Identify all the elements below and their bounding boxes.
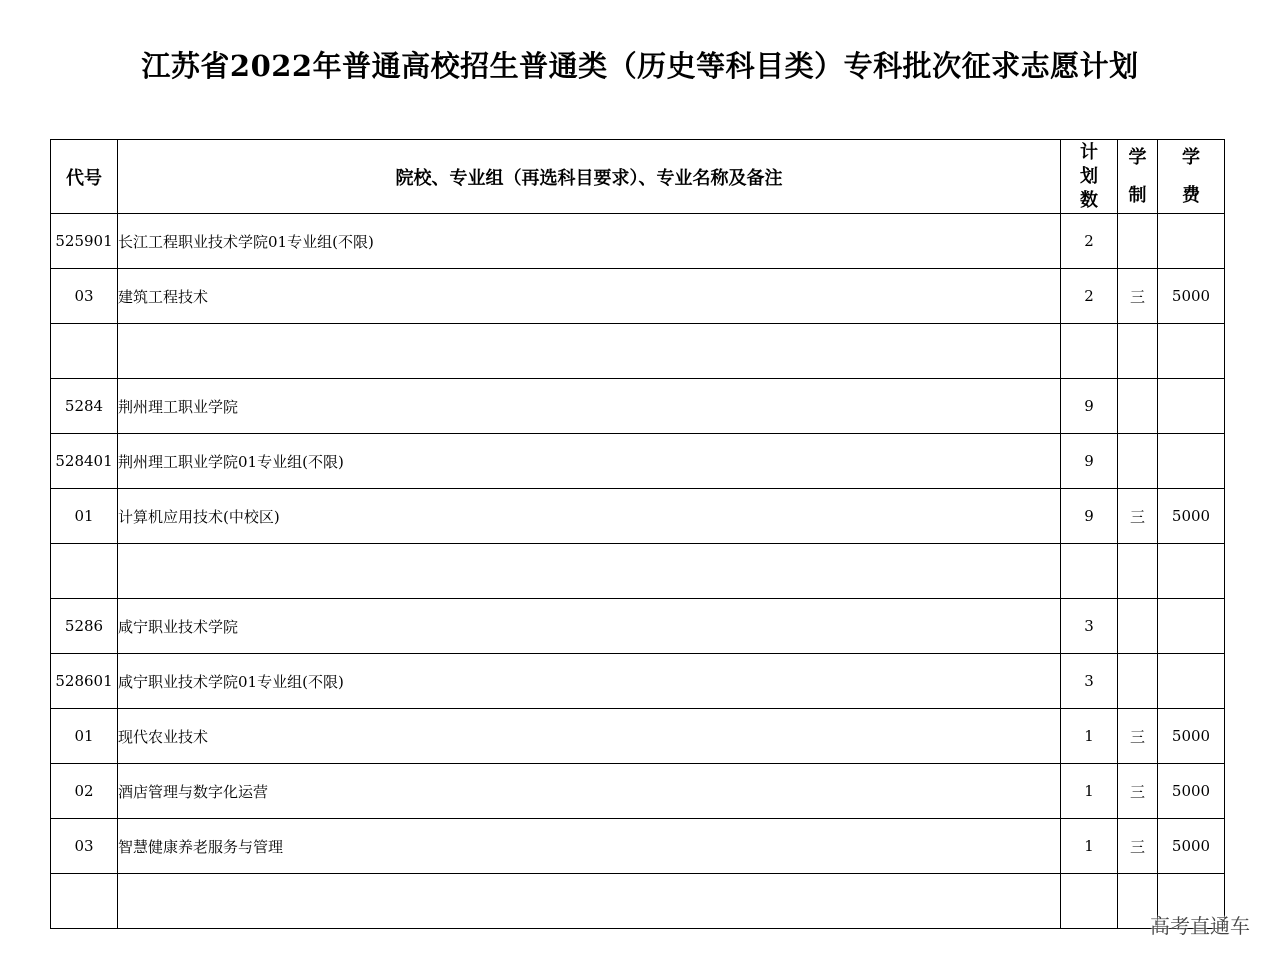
header-code: 代号 [51,140,118,214]
enrollment-plan-table [50,139,1225,929]
table-row [51,489,1225,544]
cell-code: 01 [51,489,118,544]
table-row [51,269,1225,324]
cell-name [118,874,1061,929]
table-row [51,599,1225,654]
cell-code [51,544,118,599]
cell-plan-count: 3 [1061,654,1118,709]
cell-fee [1158,544,1225,599]
cell-duration [1118,324,1158,379]
cell-name: 酒店管理与数字化运营 [118,764,1061,819]
cell-plan-count: 2 [1061,214,1118,269]
cell-code: 528401 [51,434,118,489]
cell-fee [1158,324,1225,379]
cell-name: 荆州理工职业学院 [118,379,1061,434]
cell-fee: 5000 [1158,489,1225,544]
table-row [51,544,1225,599]
cell-plan-count [1061,874,1118,929]
cell-duration [1118,214,1158,269]
cell-name [118,324,1061,379]
cell-plan-count [1061,544,1118,599]
cell-duration: 三 [1118,269,1158,324]
cell-name: 长江工程职业技术学院01专业组(不限) [118,214,1061,269]
cell-duration [1118,599,1158,654]
cell-duration: 三 [1118,819,1158,874]
page-title: 江苏省2022年普通高校招生普通类（历史等科目类）专科批次征求志愿计划 [141,49,1139,83]
cell-fee: 5000 [1158,764,1225,819]
cell-name: 计算机应用技术(中校区) [118,489,1061,544]
cell-fee [1158,379,1225,434]
table-row [51,214,1225,269]
header-fee: 学 费 [1158,140,1225,214]
cell-fee: 5000 [1158,269,1225,324]
cell-plan-count: 1 [1061,709,1118,764]
cell-fee [1158,599,1225,654]
cell-code: 03 [51,819,118,874]
cell-code: 525901 [51,214,118,269]
cell-fee [1158,214,1225,269]
cell-fee: 5000 [1158,819,1225,874]
cell-name: 建筑工程技术 [118,269,1061,324]
cell-code: 528601 [51,654,118,709]
header-plan-count: 计 划 数 [1061,140,1118,214]
table-row [51,764,1225,819]
cell-duration: 三 [1118,489,1158,544]
cell-plan-count: 9 [1061,379,1118,434]
cell-plan-count: 9 [1061,489,1118,544]
table-row [51,709,1225,764]
table-header-row [51,140,1225,214]
cell-code: 01 [51,709,118,764]
cell-code [51,324,118,379]
cell-duration [1118,434,1158,489]
cell-duration: 三 [1118,764,1158,819]
cell-duration [1118,544,1158,599]
table-row [51,819,1225,874]
cell-plan-count [1061,324,1118,379]
cell-name: 咸宁职业技术学院01专业组(不限) [118,654,1061,709]
cell-code: 02 [51,764,118,819]
cell-name: 荆州理工职业学院01专业组(不限) [118,434,1061,489]
cell-code: 5284 [51,379,118,434]
cell-code: 5286 [51,599,118,654]
cell-fee: 5000 [1158,709,1225,764]
cell-plan-count: 1 [1061,764,1118,819]
cell-name [118,544,1061,599]
cell-fee [1158,654,1225,709]
cell-code [51,874,118,929]
cell-duration [1118,379,1158,434]
cell-code: 03 [51,269,118,324]
cell-name: 现代农业技术 [118,709,1061,764]
watermark: 高考直通车 [1150,914,1250,938]
cell-fee [1158,434,1225,489]
cell-duration [1118,654,1158,709]
cell-plan-count: 3 [1061,599,1118,654]
table-row [51,379,1225,434]
table-row [51,654,1225,709]
header-name: 院校、专业组（再选科目要求）、专业名称及备注 [118,140,1061,214]
cell-plan-count: 2 [1061,269,1118,324]
header-duration: 学 制 [1118,140,1158,214]
cell-name: 咸宁职业技术学院 [118,599,1061,654]
table-row [51,434,1225,489]
cell-plan-count: 1 [1061,819,1118,874]
cell-plan-count: 9 [1061,434,1118,489]
cell-duration: 三 [1118,709,1158,764]
table-row [51,324,1225,379]
cell-name: 智慧健康养老服务与管理 [118,819,1061,874]
table-row [51,874,1225,929]
